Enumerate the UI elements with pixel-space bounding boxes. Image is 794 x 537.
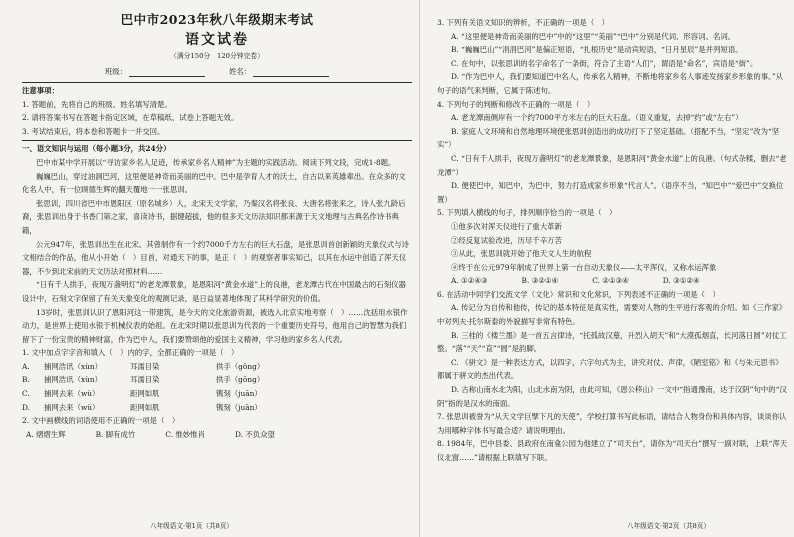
exam-subject-title: 语文试卷: [185, 32, 249, 48]
option-d[interactable]: D. 不负众望: [234, 429, 275, 439]
student-info-row: [22, 64, 412, 80]
section-heading: 一、语文知识与运用（每小题3分，共24分）: [22, 144, 171, 154]
notice-item: 2. 请将答案书写在答题卡指定区域，在草稿纸、试卷上答题无效。: [22, 113, 239, 123]
option-letter[interactable]: D.: [22, 402, 31, 412]
question-6-stem: 6. 在活动中同学们交流文学（文化）常识和文化常识，下列表述不正确的一项是（ ）: [437, 289, 720, 299]
option-c[interactable]: C. “日有千人拱手，夜现万盏明灯”的老龙潭景象，是恩阳河“黄金水道”上的良港。（句式杂糅，删去“老龙潭”）: [437, 153, 787, 177]
sentence-item: ④终于在公元979年制成了世界上第一台自动天象仪——太平浑仪，又称水运浑象: [451, 262, 717, 272]
notice-item: 3. 考试结束后，将本卷和答题卡一并交回。: [22, 126, 165, 136]
page-footer: 八年级语文·第2页（共8页）: [627, 522, 711, 530]
reading-paragraph: 公元947年，张思训出生在北宋。其曾制作有一个约7000千方左右的巨大石盘，是张思训首创新颖的天象仪式与诗文相结合的作品，他从小开始（ ）目首，对通天下的事，是正（ ）的观察者事实知己，以其在水运中创造了浑天仪器，不少到北宋前的天文历法对照材料……: [22, 239, 409, 276]
option-cell: 捕网去来（wù）: [44, 389, 100, 399]
exam-title: 巴中市2023年秋八年级期末考试: [120, 12, 314, 27]
name-field[interactable]: 姓名：: [229, 64, 329, 80]
option-cell: 耳濡目染: [130, 361, 160, 371]
option-a[interactable]: A. 传记分为自传和他传，传记的基本特征是真实性，需要对人物的生平进行客观的介绍。如《三作家》中对列夫·托尔斯泰的外貌描写非常有特色。: [437, 303, 787, 327]
option-b[interactable]: B. 三桂的《楼兰墨》是一首五言律诗，“托孤故汉墓，升烈入胡天”和“大漠孤烟直，长河落日圆”对仗工整。“落”“天”“直”“圆”是韵脚。: [437, 330, 787, 354]
option-cell: 捕网去来（wù）: [44, 402, 100, 412]
option-letter[interactable]: B.: [22, 375, 30, 385]
option-b[interactable]: B. “巍巍巴山”“涓涓巴河”是偏正短语，“扎根历史”是动宾短语，“日月星辰”是并列短语。: [451, 45, 743, 55]
header-rule: [22, 82, 412, 83]
option-cell: 距网如肌: [130, 402, 160, 412]
option-cell: 耳濡目染: [130, 375, 160, 385]
option-d[interactable]: D. ③①②④: [662, 276, 700, 286]
option-c[interactable]: C. 《骈文》是一种表达方式，以四字，六字句式为主，讲究对仗、声律，《陋室铭》和《与朱元思书》都属于骈文的杰出代表。: [437, 357, 783, 381]
sentence-item: ①他多次对浑天仪进行了重大革新: [451, 221, 562, 231]
class-field[interactable]: 班级：: [105, 64, 205, 80]
page-footer: 八年级语文·第1页（共8页）: [150, 522, 234, 530]
notice-rule: [22, 140, 412, 141]
option-cell: 捕网浩讯（xùn）: [44, 361, 103, 371]
option-d[interactable]: D. 古称山南水北为阳，山北水南为阴，由此可知，《恩公移山》一文中“指通豫南，达于汉阴”句中的“汉阴”指的是汉水的南面。: [437, 385, 787, 408]
reading-paragraph: 张思训，四川省巴中市恩阳区（原名城乡）人，北宋天文学家，乃秦汉名将张良、大唐名将张来之，诗人张九龄后裔，张思训出身于书香门第之家，喜读诗书，据健超拔，他的很多天文历法知识都来源于天文地理与古典名作诗书典籍，: [22, 198, 406, 235]
option-d[interactable]: D. 便使巴中，知巴中，为巴中，努力打造成家乡形象“代言人”。（语序不当，“知巴中”“爱巴中”交换位置）: [437, 181, 784, 204]
question-7: 7. 张思训被誉为“从天文学巨擘下凡的天使”，学校打算书写此标语，请结合人物身份和具体内容，谈谈你认为用哪种字体书写最合适？请说明理由。: [437, 412, 787, 435]
option-c[interactable]: C. 惟妙惟肖: [165, 429, 205, 439]
question-8: 8. 1984年，巴中县委、县政府在南龛公园为他建立了“司天台”，请你为“司天台”撰写一副对联，上联“浑天仪北窗……”请根据上联填写下联。: [437, 439, 788, 462]
option-cell: 拱手（gōng）: [216, 375, 265, 385]
option-cell: 镌刻（juān）: [216, 389, 262, 399]
option-cell: 拱手（gǒng）: [216, 361, 265, 371]
section-intro: 巴中市某中学开展以“寻访家乡名人足迹，传承家乡名人精神”为主题的实践活动。阅读下列文段，完成1-8题。: [36, 157, 396, 167]
exam-page-2: [421, 0, 794, 537]
option-a[interactable]: A. 老龙潭南侧岸有一个约7000平方米左右的巨大石盘。（语义重复，去掉“约”或“左右”）: [451, 113, 743, 123]
question-5-options: [437, 274, 788, 288]
option-b[interactable]: B. 家庭人文环境和自然地理环境使张思训创造出的成功打下了坚定基础。（搭配不当，“坚定”改为“坚实”）: [437, 126, 780, 150]
exam-score-time: （满分150分 120分钟完卷）: [170, 52, 264, 60]
question-3-stem: 3. 下列有关语文知识的辨析，不正确的一项是（ ）: [437, 18, 609, 27]
reading-paragraph: 巍巍巴山，穿过油洞巴河，这里便是神奇而美丽的巴中。巴中是孕育人才的沃土，自古以来英雄辈出。在众多的文化名人中，有一位顾德生辉的翻天覆地一一张思训。: [22, 171, 406, 195]
sentence-item: ②经反复试验改进，历尽千辛万苦: [451, 235, 562, 245]
option-b[interactable]: B. ③②①④: [521, 276, 559, 286]
option-b[interactable]: B. 脚有成竹: [95, 429, 136, 439]
reading-paragraph: “日有千人拱手，夜现万盏明灯”的老龙潭景象，是恩阳河“黄金水道”上的良港，老龙潭古代在中国最古的石刻仪器设计中，石刻文字保留了有关天象变化的观测记录，是日益显著地体现了其科学研究的价值。: [22, 280, 406, 303]
question-2-stem: 2. 文中画横线的词语使用不正确的一项是（ ）: [22, 416, 180, 426]
option-c[interactable]: C. ②①③④: [592, 276, 629, 286]
option-cell: 镌刻（juān）: [216, 402, 262, 412]
option-d[interactable]: D. “作为巴中人，我们要知道巴中名人，传承名人精神，不断地将家乡名人事迹发扬家乡形象的事。”从句子的语气来判断，它属于陈述句。: [437, 72, 784, 95]
question-2-options: [22, 428, 412, 442]
question-1-options: [22, 360, 412, 414]
question-5-stem: 5. 下列填入横线的句子，排列顺序恰当的一项是（ ）: [437, 208, 617, 218]
question-1-stem: 1. 文中加点字字音和填入（ ）内的字，全都正确的一项是（ ）: [22, 348, 239, 358]
question-4-stem: 4. 下列句子的判断和修改不正确的一项是（ ）: [437, 99, 595, 109]
notice-heading: 注意事项：: [22, 86, 59, 95]
option-letter[interactable]: A.: [22, 361, 30, 371]
option-letter[interactable]: C.: [22, 389, 30, 399]
sentence-item: ③从此，张思训就开始了他天文人生的航程: [451, 249, 592, 259]
option-a[interactable]: A. ①②④③: [451, 276, 488, 286]
option-c[interactable]: C. 在句中，以张思训的名字命名了一条街，符合了主语“人们”，谓语是“命名”，宾语是“街”。: [451, 58, 758, 68]
option-a[interactable]: A. 熠熠生辉: [26, 429, 66, 439]
notice-item: 1. 答题前，先将自己的班级、姓名填写清楚。: [22, 99, 172, 109]
reading-paragraph: 13岁时，张思训认识了恩阳河这一带建筑，是今天的文化旅游资源，被选入北京实地考察（ ）……沈括用水银作动力，是世界上使用水银于机械仪表的始祖。在北宋时期以张思训为代表的一个重要历史符号，他用自己的智慧为我们留下了一份宝贵的精神财富，作为巴中人，我们要赞颂他的爱国主义精神，学习他的家乡名人代表。: [22, 307, 408, 344]
option-cell: 捕网浩讯（xùn）: [44, 375, 103, 385]
option-a[interactable]: A. “这里便是神奇而美丽的巴中”中的“这里”“美丽”“巴中”分别是代词、形容词、名词。: [451, 31, 736, 41]
option-cell: 距网如肌: [130, 389, 160, 399]
